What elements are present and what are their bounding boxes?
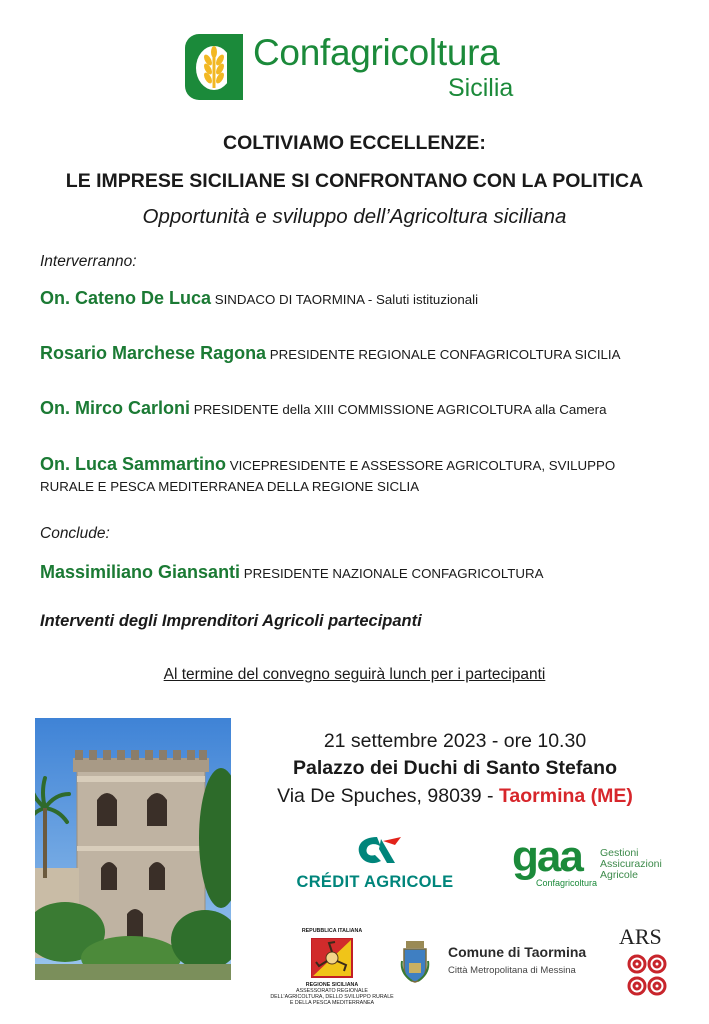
closing-note: Interventi degli Imprenditori Agricoli partecipanti xyxy=(40,612,422,630)
region-line-3: DELL'AGRICOLTURA, DELLO SVILUPPO RURALE xyxy=(270,994,394,1000)
speaker-role: PRESIDENTE della XIII COMMISSIONE AGRICOLTURA alla Camera xyxy=(190,402,607,417)
gaa-tagline-1: Gestioni xyxy=(600,847,639,859)
event-city: Taormina (ME) xyxy=(498,785,633,807)
ars-label: ARS xyxy=(619,924,662,949)
speaker-role: VICEPRESIDENTE E ASSESSORE AGRICOLTURA, SVILUPPO RURALE E PESCA MEDITERRANEA DELLA REGIONE SICLIA xyxy=(40,458,616,494)
credit-agricole-name: CRÉDIT AGRICOLE xyxy=(296,873,454,891)
region-line-2: ASSESSORATO REGIONALE xyxy=(296,988,368,994)
trinacria-icon xyxy=(311,938,353,978)
gaa-logo xyxy=(512,832,682,894)
title-line-1: COLTIVIAMO ECCELLENZE: xyxy=(223,132,486,154)
region-top: REPUBBLICA ITALIANA xyxy=(301,928,363,934)
speaker-name: Rosario Marchese Ragona xyxy=(40,343,267,363)
concluder-item xyxy=(40,562,680,584)
gaa-tagline-2: Assicurazioni xyxy=(600,858,662,870)
speaker-item xyxy=(40,454,660,497)
event-street: Via De Spuches, 98039 - xyxy=(277,785,499,807)
event-date: 21 settembre 2023 - ore 10.30 xyxy=(323,730,587,752)
logo-name: Confagricoltura xyxy=(253,32,500,73)
concluder-role: PRESIDENTE NAZIONALE CONFAGRICOLTURA xyxy=(240,566,544,581)
credit-agricole-mark-icon xyxy=(351,835,403,867)
speaker-item xyxy=(40,398,680,420)
speaker-item xyxy=(40,343,680,365)
confagricoltura-logo xyxy=(183,30,528,105)
lunch-note xyxy=(0,666,709,684)
comune-taormina-logo xyxy=(400,941,605,985)
taormina-crest-icon xyxy=(400,941,430,983)
speaker-name: On. Cateno De Luca xyxy=(40,288,212,308)
regione-siciliana-logo xyxy=(256,926,408,1012)
logo-region: Sicilia xyxy=(448,74,514,102)
concluder-name: Massimiliano Giansanti xyxy=(40,562,241,582)
palace-illustration xyxy=(35,718,231,980)
speakers-intro: Interverranno: xyxy=(40,253,137,270)
confagricoltura-mark-icon xyxy=(183,32,245,102)
ars-logo xyxy=(615,924,677,1002)
lunch-text: Al termine del convegno seguirà lunch per i partecipanti xyxy=(163,666,546,683)
event-address xyxy=(245,785,665,808)
gaa-tagline xyxy=(600,848,662,881)
comune-name: Comune di Taormina xyxy=(448,944,587,960)
event-venue: Palazzo dei Duchi di Santo Stefano xyxy=(293,757,617,779)
comune-sub: Città Metropolitana di Messina xyxy=(448,965,576,976)
conclude-intro: Conclude: xyxy=(40,525,110,542)
speaker-role: SINDACO DI TAORMINA - Saluti istituzionali xyxy=(211,292,479,307)
ars-emblem-icon xyxy=(623,952,671,1000)
palace-photo xyxy=(35,718,231,980)
gaa-brand: Confagricoltura xyxy=(536,878,598,888)
subtitle: Opportunità e sviluppo dell’Agricoltura siciliana xyxy=(142,205,567,228)
gaa-tagline-3: Agricole xyxy=(600,869,638,881)
credit-agricole-logo xyxy=(283,835,467,897)
region-line-1: REGIONE SICILIANA xyxy=(305,982,359,988)
speaker-role: PRESIDENTE REGIONALE CONFAGRICOLTURA SICILIA xyxy=(266,347,621,362)
speaker-item xyxy=(40,288,680,310)
region-line-4: E DELLA PESCA MEDITERRANEA xyxy=(289,1000,375,1006)
title-line-2: LE IMPRESE SICILIANE SI CONFRONTANO CON LA POLITICA xyxy=(65,170,644,192)
gaa-mark: gaa xyxy=(512,832,582,881)
speaker-name: On. Mirco Carloni xyxy=(40,398,191,418)
speaker-name: On. Luca Sammartino xyxy=(40,454,227,474)
